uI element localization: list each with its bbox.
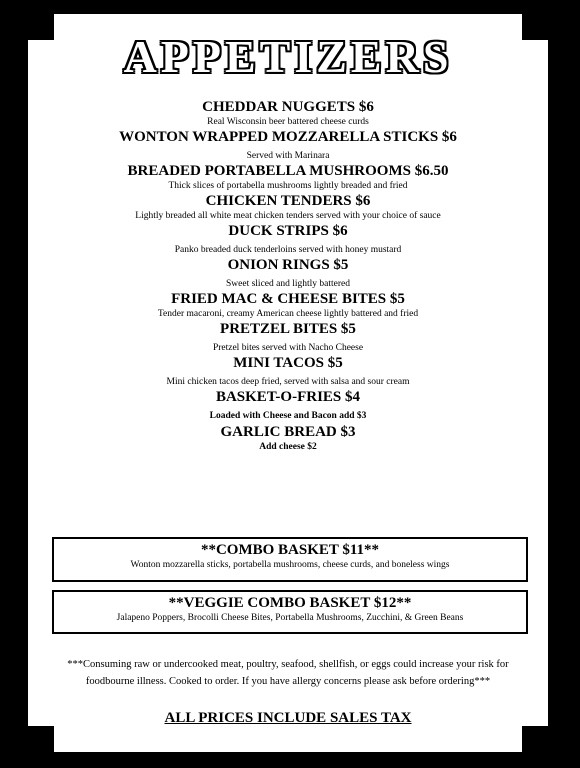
menu-item: [28, 423, 548, 454]
veggie-combo-basket-box: [52, 590, 528, 634]
item-description: Tender macaroni, creamy American cheese lightly battered and fried: [157, 309, 419, 319]
menu-page: [28, 14, 548, 752]
combo-name: **VEGGIE COMBO BASKET $12**: [168, 595, 412, 611]
menu-item: [28, 98, 548, 128]
combo-name: **COMBO BASKET $11**: [200, 542, 380, 558]
item-description: Pretzel bites served with Nacho Cheese: [212, 343, 364, 353]
item-description: Mini chicken tacos deep fried, served with salsa and sour cream: [166, 377, 410, 387]
item-description: Panko breaded duck tenderloins served with honey mustard: [174, 245, 402, 255]
combo-basket-box: [52, 537, 528, 582]
menu-item: [28, 290, 548, 320]
menu-item: [28, 192, 548, 222]
food-warning: ***Consuming raw or undercooked meat, poultry, seafood, shellfish, or eggs could increase your risk for foodbourne illness. Cooked to order. If you have allergy concerns please ask before ordering***: [67, 659, 509, 687]
item-description: Lightly breaded all white meat chicken tenders served with your choice of sauce: [135, 211, 441, 221]
menu-item: [28, 388, 548, 423]
item-description: Served with Marinara: [246, 151, 330, 161]
menu-item: [28, 128, 548, 162]
item-name: FRIED MAC & CHEESE BITES $5: [171, 291, 405, 307]
item-addon: Loaded with Cheese and Bacon add $3: [209, 411, 367, 421]
item-description: Thick slices of portabella mushrooms lightly breaded and fried: [168, 181, 408, 191]
combo-description: Wonton mozzarella sticks, portabella mushrooms, cheese curds, and boneless wings: [130, 560, 450, 570]
item-name: DUCK STRIPS $6: [228, 223, 348, 239]
page-title: APPETIZERS: [123, 31, 453, 82]
menu-item: [28, 222, 548, 256]
corner-bl: [28, 726, 54, 752]
item-name: GARLIC BREAD $3: [220, 424, 356, 440]
sales-tax-note: ALL PRICES INCLUDE SALES TAX: [164, 710, 412, 726]
item-name: CHICKEN TENDERS $6: [205, 193, 371, 209]
item-name: WONTON WRAPPED MOZZARELLA STICKS $6: [119, 129, 457, 145]
menu-item: [28, 256, 548, 290]
item-name: BASKET-O-FRIES $4: [215, 389, 361, 405]
menu-items: [28, 98, 548, 454]
corner-br: [522, 726, 548, 752]
item-description: Sweet sliced and lightly battered: [226, 279, 350, 289]
item-name: BREADED PORTABELLA MUSHROOMS $6.50: [127, 163, 449, 179]
menu-item: [28, 320, 548, 354]
item-description: Real Wisconsin beer battered cheese curds: [207, 117, 369, 127]
item-name: PRETZEL BITES $5: [220, 321, 356, 337]
item-name: ONION RINGS $5: [227, 257, 349, 273]
combo-description: Jalapeno Poppers, Brocolli Cheese Bites, Portabella Mushrooms, Zucchini, & Green Beans: [116, 613, 464, 623]
item-name: MINI TACOS $5: [233, 355, 343, 371]
menu-item: [28, 354, 548, 388]
menu-item: [28, 162, 548, 192]
item-addon: Add cheese $2: [259, 442, 317, 452]
item-name: CHEDDAR NUGGETS $6: [202, 99, 374, 115]
